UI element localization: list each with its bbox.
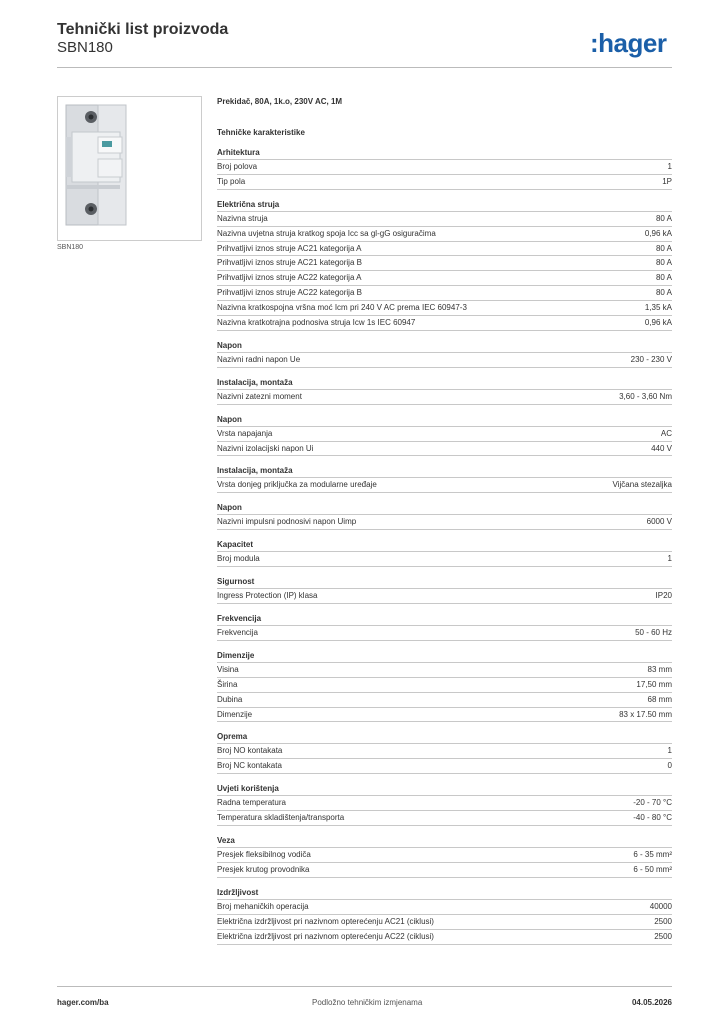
footer-note: Podložno tehničkim izmjenama (312, 998, 423, 1007)
spec-label: Nazivni impulsni podnosivi napon Uimp (217, 517, 357, 527)
spec-row (217, 174, 672, 190)
spec-row (217, 795, 672, 810)
spec-label: Broj mehaničkih operacija (217, 901, 309, 911)
product-code: SBN180 (57, 39, 113, 56)
spec-row (217, 477, 672, 493)
spec-rows (217, 899, 672, 945)
spec-value: IP20 (655, 591, 672, 601)
spec-rows (217, 662, 672, 723)
spec-label: Ingress Protection (IP) klasa (217, 591, 318, 601)
section-title: Arhitektura (217, 148, 260, 157)
spec-row (217, 352, 672, 368)
section-title: Uvjeti korištenja (217, 784, 279, 794)
product-image (57, 96, 202, 241)
spec-value: 80 A (655, 243, 672, 253)
spec-rows (217, 588, 672, 604)
spec-value: 68 mm (647, 694, 672, 704)
spec-value: 3,60 - 3,60 Nm (619, 391, 672, 401)
section-title: Frekvencija (217, 614, 262, 624)
spec-rows (217, 795, 672, 826)
spec-value: 80 A (655, 213, 672, 223)
spec-label: Prihvatljivi iznos struje AC21 kategorija B (217, 258, 362, 268)
spec-row (217, 929, 672, 945)
section-title: Napon (217, 414, 242, 424)
spec-value: 2500 (654, 931, 672, 941)
spec-section (217, 464, 672, 493)
spec-section (217, 413, 672, 457)
spec-value: 40000 (649, 901, 672, 911)
spec-label: Prihvatljivi iznos struje AC22 kategorija B (217, 288, 362, 298)
spec-value: 83 x 17.50 mm (619, 709, 672, 719)
spec-row (217, 862, 672, 878)
spec-row (217, 241, 672, 256)
section-title: Napon (217, 340, 242, 350)
spec-row (217, 211, 672, 226)
spec-value: 50 - 60 Hz (635, 628, 672, 638)
spec-label: Prihvatljivi iznos struje AC22 kategorija A (217, 273, 362, 283)
spec-row (217, 692, 672, 707)
spec-label: Nazivna uvjetna struja kratkog spoja Icc sa gl-gG osiguračima (217, 228, 436, 238)
spec-section (217, 501, 672, 530)
spec-row (217, 588, 672, 604)
spec-value: 1P (662, 176, 672, 186)
spec-rows (217, 743, 672, 774)
spec-rows (217, 551, 672, 567)
spec-value: 6 - 50 mm² (633, 864, 672, 874)
spec-row (217, 758, 672, 774)
spec-rows (217, 159, 672, 190)
spec-sections (217, 146, 672, 945)
circuit-breaker-illustration (58, 97, 201, 240)
spec-row (217, 551, 672, 567)
image-caption: SBN180 (57, 244, 84, 251)
hager-logo: :hager (590, 28, 667, 58)
spec-label: Presjek krutog provodnika (217, 864, 310, 874)
spec-row (217, 662, 672, 677)
spec-label: Temperatura skladištenja/transporta (217, 813, 345, 823)
spec-label: Električna izdržljivost pri nazivnom opterećenju AC22 (ciklusi) (217, 931, 434, 941)
spec-value: 440 V (651, 443, 672, 453)
spec-rows (217, 477, 672, 493)
spec-value: 6 - 35 mm² (633, 850, 672, 860)
spec-label: Visina (217, 664, 239, 674)
spec-value: 80 A (655, 288, 672, 298)
spec-value: 17,50 mm (636, 679, 672, 689)
spec-label: Prihvatljivi iznos struje AC21 kategorija A (217, 243, 362, 253)
spec-row (217, 914, 672, 929)
spec-label: Širina (217, 679, 238, 689)
spec-label: Vrsta napajanja (217, 428, 273, 438)
spec-value: Vijčana stezaljka (612, 480, 672, 490)
spec-row (217, 625, 672, 641)
header-divider (57, 67, 672, 68)
spec-section (217, 339, 672, 368)
spec-value: 1 (667, 162, 672, 171)
spec-row (217, 255, 672, 270)
spec-rows (217, 211, 672, 331)
section-title: Električna struja (217, 199, 280, 209)
spec-rows (217, 625, 672, 641)
spec-value: 0,96 kA (644, 318, 672, 328)
section-title: Oprema (217, 732, 248, 742)
spec-label: Tip pola (217, 176, 246, 186)
spec-value: 1,35 kA (644, 303, 672, 313)
spec-value: 230 - 230 V (630, 354, 672, 364)
spec-row (217, 285, 672, 300)
spec-value: 2500 (654, 916, 672, 926)
spec-section (217, 782, 672, 826)
spec-value: 0,96 kA (644, 228, 672, 238)
spec-value: 6000 V (646, 517, 672, 527)
spec-section (217, 575, 672, 604)
section-title: Napon (217, 503, 242, 513)
spec-row (217, 270, 672, 285)
product-description: Prekidač, 80A, 1k.o, 230V AC, 1M (217, 97, 343, 106)
section-title: Izdržljivost (217, 887, 259, 897)
spec-subtitle: Tehničke karakteristike (217, 128, 305, 137)
spec-label: Dimenzije (217, 709, 253, 719)
spec-value: 83 mm (647, 664, 672, 674)
spec-row (217, 743, 672, 758)
spec-section (217, 834, 672, 878)
spec-value: 80 A (655, 273, 672, 283)
spec-rows (217, 426, 672, 457)
spec-row (217, 441, 672, 457)
spec-value: -40 - 80 °C (633, 813, 672, 823)
spec-label: Vrsta donjeg priključka za modularne uređaje (217, 480, 377, 490)
spec-row (217, 159, 672, 174)
spec-row (217, 300, 672, 315)
spec-row (217, 810, 672, 826)
spec-label: Broj NC kontakata (217, 761, 282, 771)
spec-label: Broj NO kontakata (217, 746, 283, 756)
spec-label: Radna temperatura (217, 798, 286, 808)
spec-label: Broj modula (217, 554, 260, 564)
section-title: Veza (217, 836, 235, 846)
spec-value: 80 A (655, 258, 672, 268)
spec-label: Nazivni radni napon Ue (217, 354, 301, 364)
spec-section (217, 886, 672, 945)
spec-label: Nazivni izolacijski napon Ui (217, 443, 314, 453)
spec-row (217, 514, 672, 530)
spec-row (217, 389, 672, 405)
spec-row (217, 847, 672, 862)
spec-value: 1 (667, 554, 672, 564)
spec-row (217, 426, 672, 441)
spec-rows (217, 847, 672, 878)
spec-label: Nazivna kratkospojna vršna moć Icm pri 240 V AC prema IEC 60947-3 (217, 303, 467, 313)
spec-section (217, 198, 672, 331)
section-title: Kapacitet (217, 540, 254, 550)
spec-row (217, 315, 672, 331)
spec-label: Frekvencija (217, 628, 258, 638)
section-title: Sigurnost (217, 577, 255, 587)
spec-row (217, 707, 672, 723)
spec-section (217, 730, 672, 774)
section-title: Dimenzije (217, 650, 255, 660)
spec-label: Nazivni zatezni moment (217, 391, 302, 401)
spec-value: 1 (667, 746, 672, 756)
document-title: Tehnički list proizvoda (57, 21, 229, 38)
spec-section (217, 146, 672, 190)
section-title: Instalacija, montaža (217, 466, 293, 476)
spec-label: Broj polova (217, 162, 258, 171)
spec-row (217, 226, 672, 241)
spec-label: Dubina (217, 694, 243, 704)
spec-row (217, 899, 672, 914)
spec-content (217, 96, 672, 945)
spec-section (217, 649, 672, 723)
footer-divider (57, 986, 672, 987)
spec-label: Nazivna kratkotrajna podnosiva struja Icw 1s IEC 60947 (217, 318, 416, 328)
footer-date: 04.05.2026 (631, 998, 672, 1007)
section-title: Instalacija, montaža (217, 377, 293, 387)
spec-section (217, 376, 672, 405)
spec-value: 0 (667, 761, 672, 771)
spec-label: Nazivna struja (217, 213, 268, 223)
spec-label: Presjek fleksibilnog vodiča (217, 850, 311, 860)
spec-label: Električna izdržljivost pri nazivnom opterećenju AC21 (ciklusi) (217, 916, 434, 926)
spec-row (217, 677, 672, 692)
spec-rows (217, 352, 672, 368)
footer-website: hager.com/ba (57, 998, 109, 1007)
spec-value: AC (660, 428, 672, 438)
spec-value: -20 - 70 °C (633, 798, 672, 808)
spec-section (217, 612, 672, 641)
spec-section (217, 538, 672, 567)
spec-rows (217, 389, 672, 405)
spec-rows (217, 514, 672, 530)
